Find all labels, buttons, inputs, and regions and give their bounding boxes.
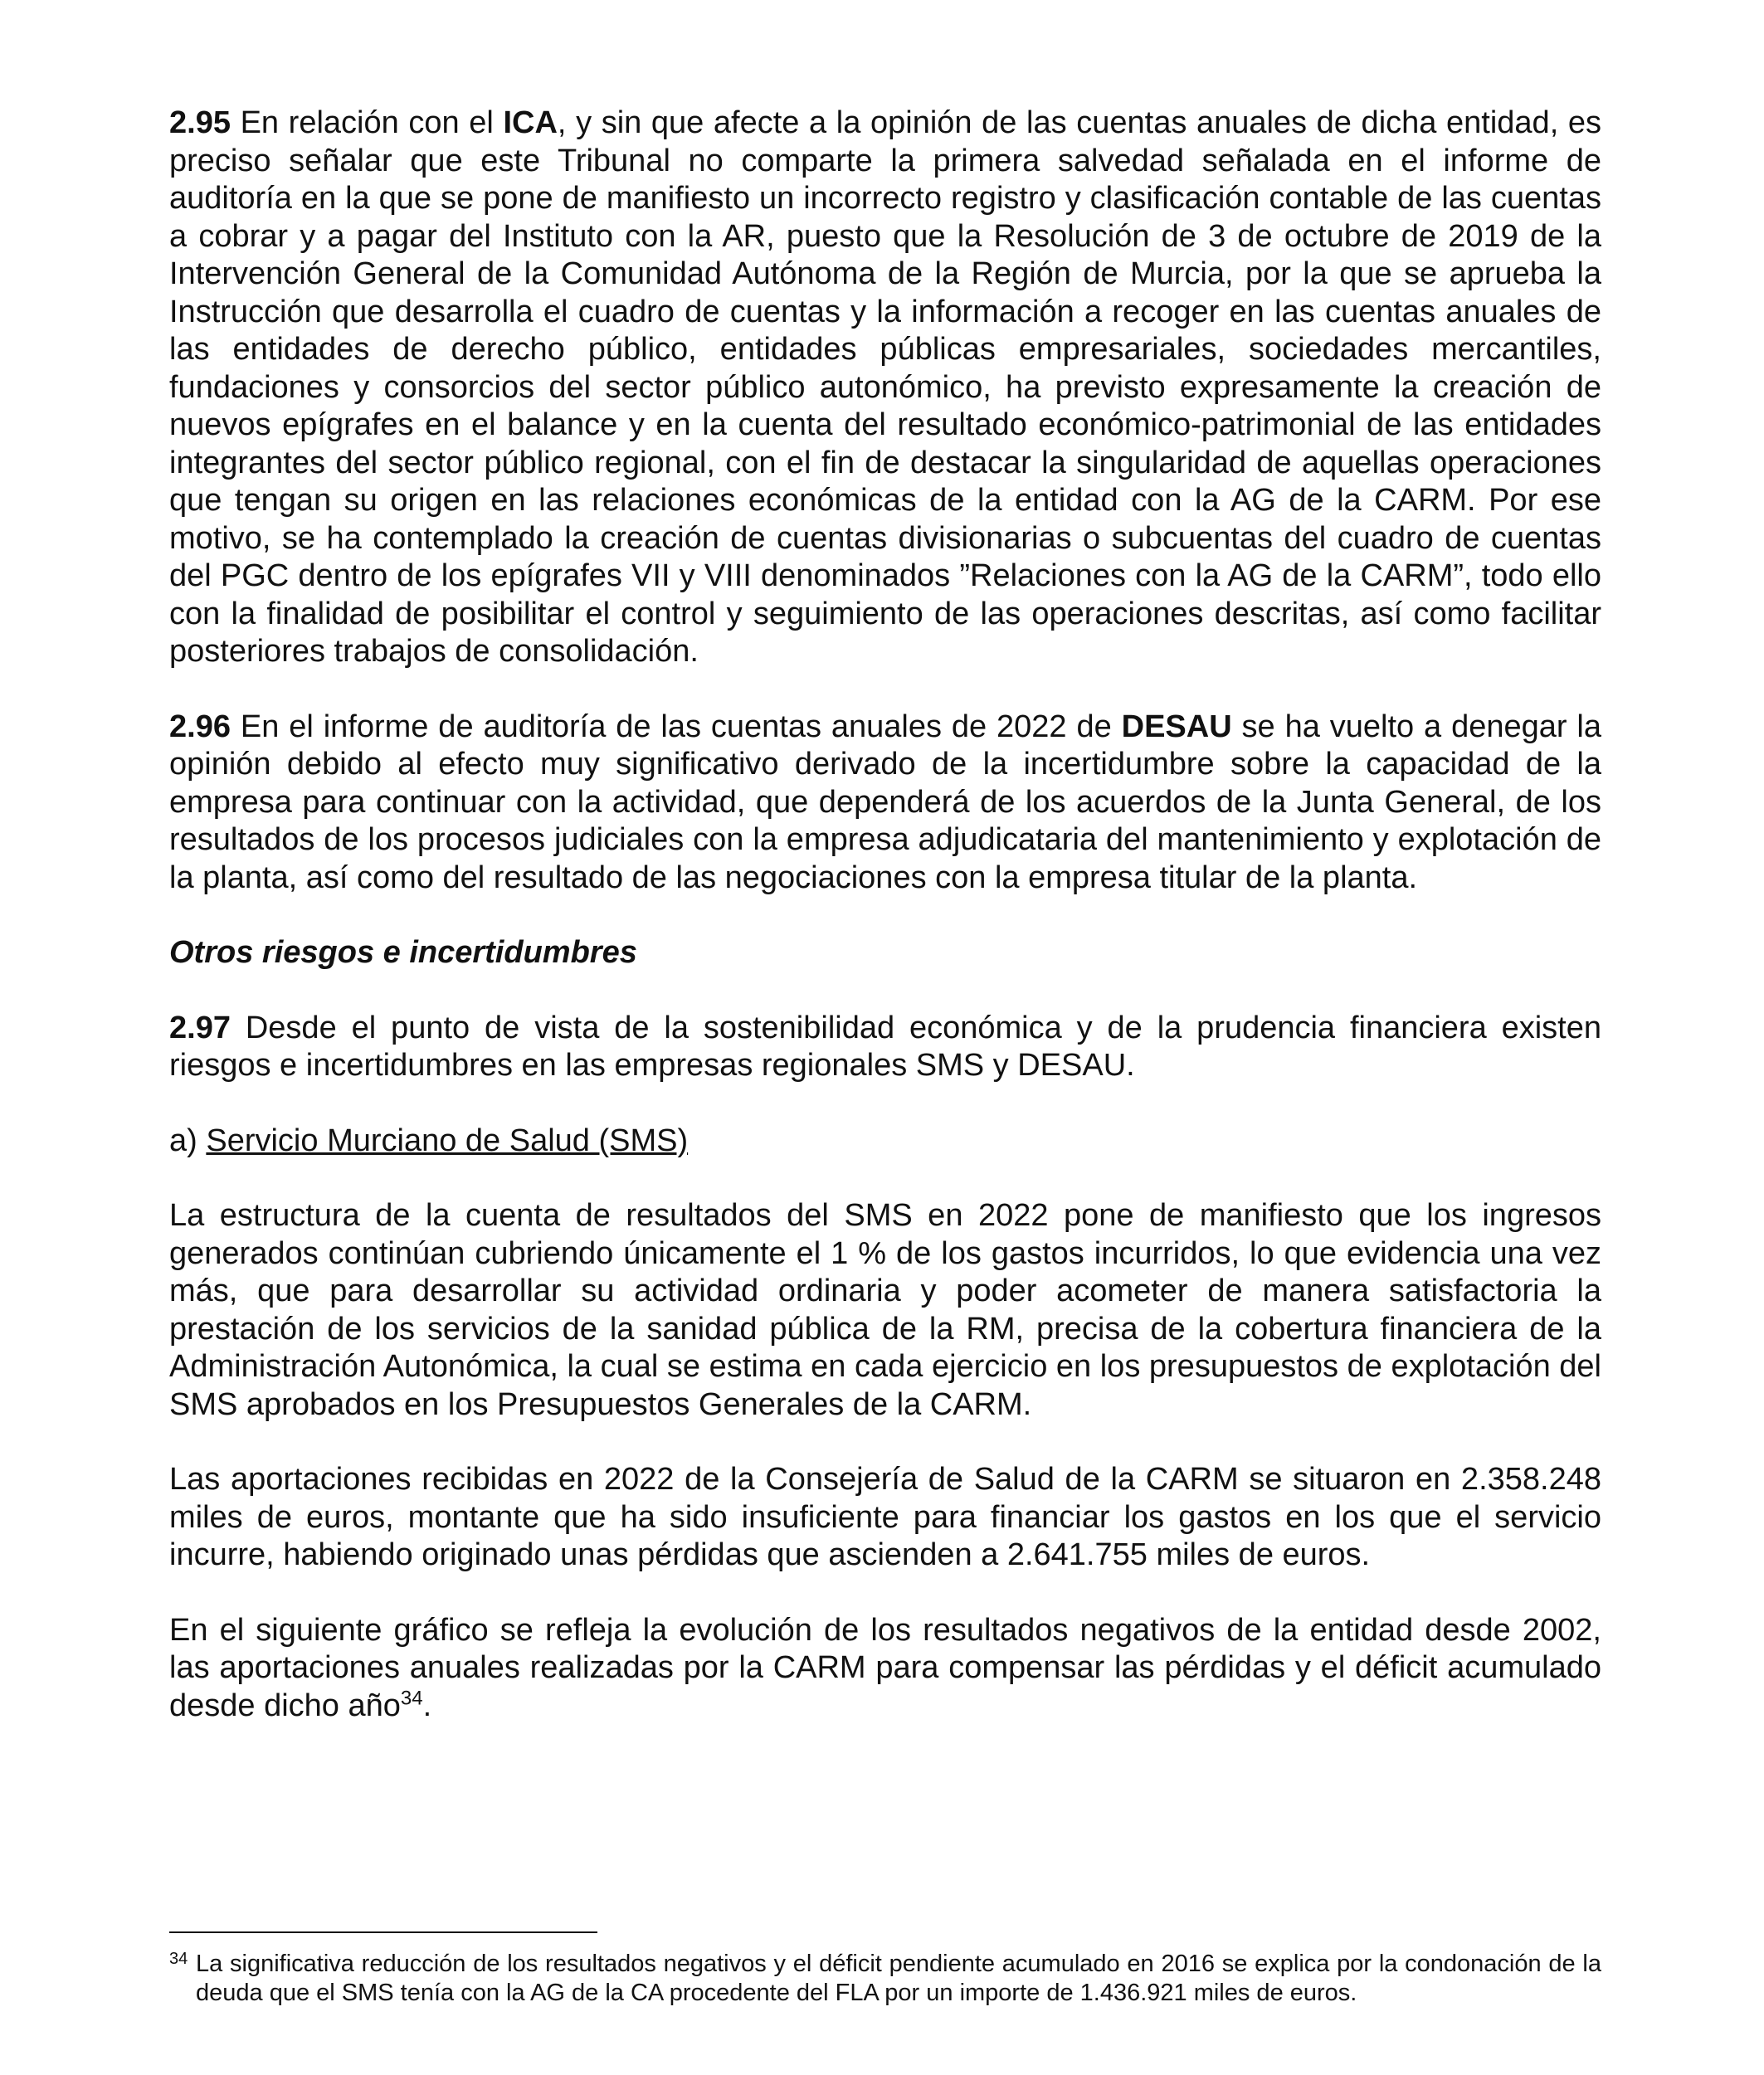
subsection-prefix: a) — [169, 1123, 207, 1158]
entity-name-ica: ICA — [503, 105, 558, 140]
paragraph-sms-structure: La estructura de la cuenta de resultados del SMS en 2022 pone de manifiesto que los ingresos generados continúan cubriendo únicamente el 1 % de los gastos incurridos, lo que evidencia una vez más, que para desarrollar su actividad ordinaria y poder acometer de manera satisfactoria la prestación de los servicios de la sanidad pública de la RM, precisa de la cobertura financiera de la Administración Autonómica, la cual se estima en cada ejercicio en los presupuestos de explotación del SMS aprobados en los Presupuestos Generales de la CARM. — [169, 1198, 1601, 1422]
section-heading: Otros riesgos e incertidumbres — [169, 935, 637, 970]
footnote-mark: 34 — [169, 1950, 188, 1968]
paragraph-number: 2.97 — [169, 1010, 231, 1045]
paragraph-sms-contributions: Las aportaciones recibidas en 2022 de la Consejería de Salud de la CARM se situaron en 2.358.248 miles de euros, montante que ha sido insuficiente para financiar los gastos en los que el servicio incurre, habiendo originado unas pérdidas que ascienden a 2.641.755 miles de euros. — [169, 1462, 1601, 1572]
subsection-title: Servicio Murciano de Salud (SMS) — [206, 1123, 689, 1158]
subsection-heading — [169, 1123, 1601, 1161]
entity-name-desau: DESAU — [1121, 709, 1232, 744]
footnote-34 — [169, 1950, 1601, 2008]
paragraph-number: 2.95 — [169, 105, 231, 140]
footnote-text: La significativa reducción de los resultados negativos y el déficit pendiente acumulado en 2016 se explica por la condonación de la deuda que el SMS tenía con la AG de la CA procedente del FLA por un importe de 1.436.921 miles de euros. — [196, 1951, 1601, 2006]
paragraph-sms-chart-intro — [169, 1612, 1601, 1726]
footnote-reference[interactable]: 34 — [400, 1686, 423, 1709]
paragraph-text: Desde el punto de vista de la sostenibilidad económica y de la prudencia financiera existen riesgos e incertidumbres en las empresas regionales SMS y DESAU. — [169, 1010, 1601, 1083]
page-body — [169, 105, 1601, 1725]
paragraph-end: . — [422, 1688, 432, 1723]
paragraph-2-97 — [169, 1010, 1601, 1085]
paragraph-text: En el siguiente gráfico se refleja la evolución de los resultados negativos de la entidad desde 2002, las aportaciones anuales realizadas por la CARM para compensar las pérdidas y el déficit acumulado desde dicho año — [169, 1612, 1601, 1723]
paragraph-text: En el informe de auditoría de las cuentas anuales de 2022 de — [230, 709, 1122, 744]
paragraph-text: se ha vuelto a denegar la opinión debido al efecto muy significativo derivado de la incertidumbre sobre la capacidad de la empresa para continuar con la actividad, que dependerá de los acuerdos de la Junta General, de los resultados de los procesos judiciales con la empresa adjudicataria del mantenimiento y explotación de la planta, así como del resultado de las negociaciones con la empresa titular de la planta. — [169, 709, 1601, 895]
paragraph-text: En relación con el — [230, 105, 504, 140]
paragraph-number: 2.96 — [169, 709, 231, 744]
paragraph-2-95 — [169, 105, 1601, 671]
footnote-separator — [169, 1931, 597, 1933]
paragraph-text: , y sin que afecte a la opinión de las cuentas anuales de dicha entidad, es preciso señalar que este Tribunal no comparte la primera salvedad señalada en el informe de auditoría en la que se pone de manifiesto un incorrecto registro y clasificación contable de las cuentas a cobrar y a pagar del Instituto con la AR, puesto que la Resolución de 3 de octubre de 2019 de la Intervención General de la Comunidad Autónoma de la Región de Murcia, por la que se aprueba la Instrucción que desarrolla el cuadro de cuentas y la información a recoger en las cuentas anuales de las entidades de derecho público, entidades públicas empresariales, sociedades mercantiles, fundaciones y consorcios del sector público autonómico, ha previsto expresamente la creación de nuevos epígrafes en el balance y en la cuenta del resultado económico-patrimonial de las entidades integrantes del sector público regional, con el fin de destacar la singularidad de aquellas operaciones que tengan su origen en las relaciones económicas de la entidad con la AG de la CARM. Por ese motivo, se ha contemplado la creación de cuentas divisionarias o subcuentas del cuadro de cuentas del PGC dentro de los epígrafes VII y VIII denominados ”Relaciones con la AG de la CARM”, todo ello con la finalidad de posibilitar el control y seguimiento de las operaciones descritas, así como facilitar posteriores trabajos de consolidación. — [169, 105, 1601, 669]
paragraph-2-96 — [169, 709, 1601, 898]
